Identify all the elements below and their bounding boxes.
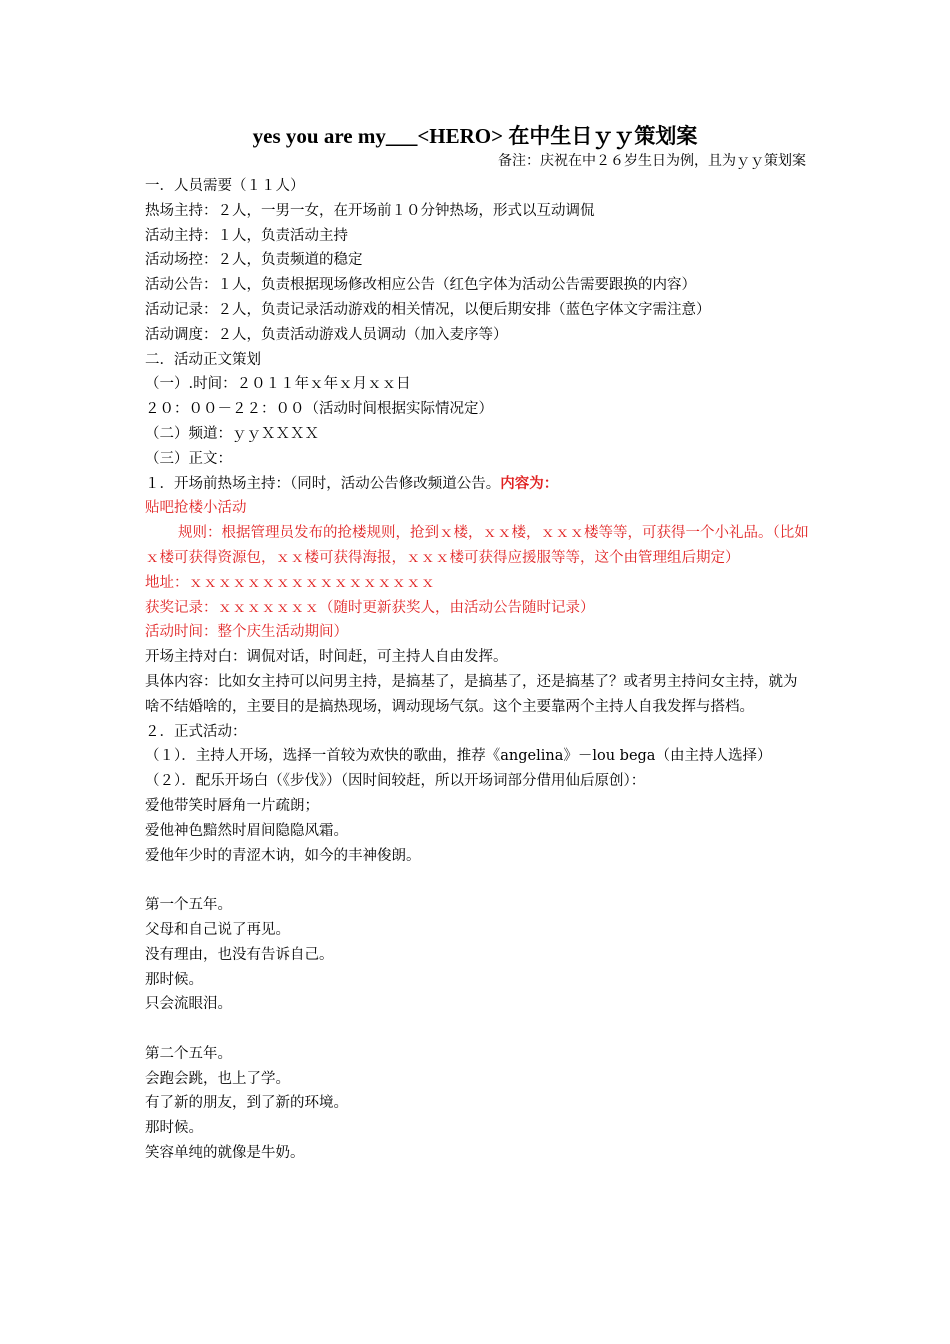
staff-line: 活动主持：１人，负责活动主持 <box>145 227 348 244</box>
announcement-rules: 规则：根据管理员发布的抢楼规则，抢到ｘ楼，ｘｘ楼，ｘｘｘ楼等等，可获得一个小礼品。（比如ｘ楼可获得资源包，ｘｘ楼可获得海报，ｘｘｘ楼可获得应援服等等，这个由管理组后期定） <box>145 525 809 566</box>
poem-line: 那时候。 <box>145 971 203 988</box>
announcement-period: 活动时间：整个庆生活动期间） <box>145 624 348 641</box>
poem-line: 有了新的朋友，到了新的环境。 <box>145 1095 348 1112</box>
document-title: yes you are my___<HERO> 在中生日ｙｙ策划案 <box>252 124 698 148</box>
poem-line: 第一个五年。 <box>145 897 232 914</box>
dialogue-detail: 具体内容：比如女主持可以问男主持，是搞基了，是搞基了，还是搞基了？或者男主持问女主持，就为啥不结婚啥的，主要目的是搞热现场，调动现场气氛。这个主要靠两个主持人自我发挥与搭档。 <box>145 673 798 715</box>
warmup-text: １．开场前热场主持：（同时，活动公告修改频道公告。 <box>145 475 501 492</box>
blank-line <box>145 868 810 893</box>
body-heading: （三）正文： <box>145 450 232 467</box>
staff-line: 活动记录：２人，负责记录活动游戏的相关情况，以便后期安排（蓝色字体文字需注意） <box>145 301 711 318</box>
announcement-winners: 获奖记录：ｘｘｘｘｘｘｘ（随时更新获奖人，由活动公告随时记录） <box>145 599 595 616</box>
poem-line: 第二个五年。 <box>145 1045 232 1062</box>
poem-line: 没有理由，也没有告诉自己。 <box>145 946 334 963</box>
document-body <box>145 174 810 1166</box>
staff-line: 活动场控：２人，负责频道的稳定 <box>145 252 363 269</box>
staff-line: 活动公告：１人，负责根据现场修改相应公告（红色字体为活动公告需要跟换的内容） <box>145 277 696 294</box>
activity-step: （１）．主持人开场，选择一首较为欢快的歌曲，推荐《angelina》－lou bega（由主持人选择） <box>145 748 772 765</box>
poem-line: 笑容单纯的就像是牛奶。 <box>145 1145 305 1162</box>
staff-line: 热场主持：２人，一男一女，在开场前１０分钟热场，形式以互动调侃 <box>145 202 595 219</box>
poem-line: 爱他年少时的青涩木讷，如今的丰神俊朗。 <box>145 847 421 864</box>
section-heading: 一．人员需要（１１人） <box>145 178 305 194</box>
poem-line: 爱他带笑时唇角一片疏朗； <box>145 797 319 814</box>
blank-line <box>145 1017 810 1042</box>
poem-line: 父母和自己说了再见。 <box>145 921 290 938</box>
content-label: 内容为： <box>500 474 559 492</box>
poem-line: 爱他神色黯然时眉间隐隐风霜。 <box>145 822 348 839</box>
channel-line: （二）频道：ｙｙＸＸＸＸ <box>145 425 319 442</box>
announcement-address: 地址：ｘｘｘｘｘｘｘｘｘｘｘｘｘｘｘｘｘ <box>145 574 435 591</box>
warmup-line <box>145 472 810 497</box>
activity-step: （２）．配乐开场白（《步伐》）（因时间较赶，所以开场词部分借用仙后原创）： <box>145 773 646 790</box>
formal-activity-heading: ２．正式活动： <box>145 723 247 740</box>
time-line: （一）.时间：２０１１年ｘ年ｘ月ｘｘ日 <box>145 376 411 393</box>
section-heading: 二．活动正文策划 <box>145 351 261 368</box>
document-note: 备注：庆祝在中２６岁生日为例，且为ｙｙ策划案 <box>498 153 806 169</box>
time-range-line: ２０：００－２２：００（活动时间根据实际情况定） <box>145 401 493 418</box>
announcement-title: 贴吧抢楼小活动 <box>145 500 247 517</box>
poem-line: 会跑会跳，也上了学。 <box>145 1070 290 1087</box>
host-dialogue-line: 开场主持对白：调侃对话，时间赶，可主持人自由发挥。 <box>145 649 508 666</box>
poem-line: 只会流眼泪。 <box>145 996 232 1013</box>
staff-line: 活动调度：２人，负责活动游戏人员调动（加入麦序等） <box>145 326 508 343</box>
poem-line: 那时候。 <box>145 1120 203 1137</box>
